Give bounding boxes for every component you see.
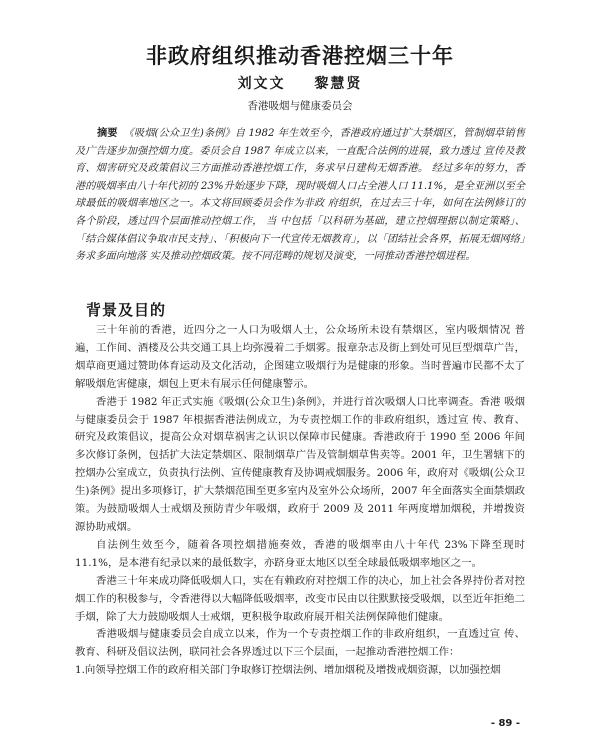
abstract	[75, 125, 525, 266]
body-paragraph: 自法例生效至今，随着各项控烟措施奏效，香港的吸烟率由八十年代 23%下降至现时 11.1%，是本港有纪录以来的最低数字，亦跻身亚太地区以至全球最低吸烟率地区之一。	[75, 538, 525, 569]
author-list	[0, 73, 600, 93]
paper-title: 非政府组织推动香港控烟三十年	[146, 44, 454, 68]
author-name: 刘文文	[237, 76, 286, 92]
body-text	[75, 322, 525, 680]
page-number: - 89 -	[490, 718, 520, 729]
list-item: 1.向领导控烟工作的政府相关部门争取修订控烟法例、增加烟税及增拨戒烟资源，以加强控烟	[75, 664, 501, 677]
body-paragraph: 香港吸烟与健康委员会自成立以来，作为一个专责控烟工作的非政府组织，一直透过宣 传、教育、科研及倡议法例，联同社会各界透过以下三个层面，一起推动香港控烟工作：	[75, 628, 525, 659]
body-paragraph: 香港于 1982 年正式实施《吸烟(公众卫生)条例》，并进行首次吸烟人口比率调查。香港 吸烟与健康委员会于 1987 年根据香港法例成立，为专责控烟工作的非政府组织，透过宣 传、教育、研究及政策倡议，提高公众对烟草祸害之认识以保障市民健康。香港政府于 1990 至 2006 年间多次修订条例，包括扩大法定禁烟区、限制烟草广告及管制烟草售卖等。2001 年，卫生署辖下的控烟办公室成立，负责执行法例、宣传健康教育及协调戒烟服务。2006 年，政府对《吸烟(公众卫生)条例》提出多项修订，扩大禁烟范围至更多室内及室外公众场所，2007 年全面落实全面禁烟政策。为鼓励吸烟人士戒烟及预防青少年吸烟，政府于 2009 及 2011 年两度增加烟税，并增拨资源协助戒烟。	[75, 395, 525, 533]
author-name: 黎慧贤	[314, 76, 363, 92]
abstract-label: 摘要	[97, 128, 118, 139]
section-heading: 背景及目的	[86, 301, 167, 319]
abstract-text: 《吸烟(公众卫生)条例》自 1982 年生效至今，香港政府通过扩大禁烟区，管制烟草销售及广告逐步加强控烟力度。委员会自 1987 年成立以来，一直配合法例的进展，致力透过 宣传及教育、烟害研究及政策倡议三方面推动香港控烟工作，务求早日建构无烟香港。 经过多年的努力，香港的吸烟率由八十年代初的 23%升始逐步下降，现时吸烟人口占全港人口 11.1%，是全亚洲以至全球最低的吸烟率地区之一。本文将回顾委员会作为非政 府组织，在过去三十年，如何在法例修订的各个阶段，透过四个层面推动控烟工作， 当 中包括「以科研为基础，建立控烟理据以制定策略」、「结合媒体倡议争取市民支持」、「积极向下一代宣传无烟教育」，以「团结社会各界，拓展无烟网络」务求多面向地落 实及推动控烟政策。按不同范畴的规划及演变，一同推动香港控烟进程。	[75, 128, 526, 263]
body-paragraph: 三十年前的香港，近四分之一人口为吸烟人士，公众场所未设有禁烟区，室内吸烟情况 普遍，工作间、酒楼及公共交通工具上均弥漫着二手烟雾。报章杂志及街上到处可见巨型烟草广告，烟草商更通过赞助体育运动及文化活动，企图建立吸烟行为是健康的形象。当时普遍市民都不太了解吸烟危害健康，烟包上更未有展示任何健康警示。	[75, 324, 525, 390]
body-paragraph: 香港三十年来成功降低吸烟人口，实在有赖政府对控烟工作的决心，加上社会各界持份者对控烟工作的积极参与，令香港得以大幅降低吸烟率，改变市民由以往默默接受吸烟，以至近年拒绝二手烟，除了大力鼓励吸烟人士戒烟，更积极争取政府展开相关法例保障他们健康。	[75, 574, 525, 623]
affiliation: 香港吸烟与健康委员会	[247, 100, 353, 112]
